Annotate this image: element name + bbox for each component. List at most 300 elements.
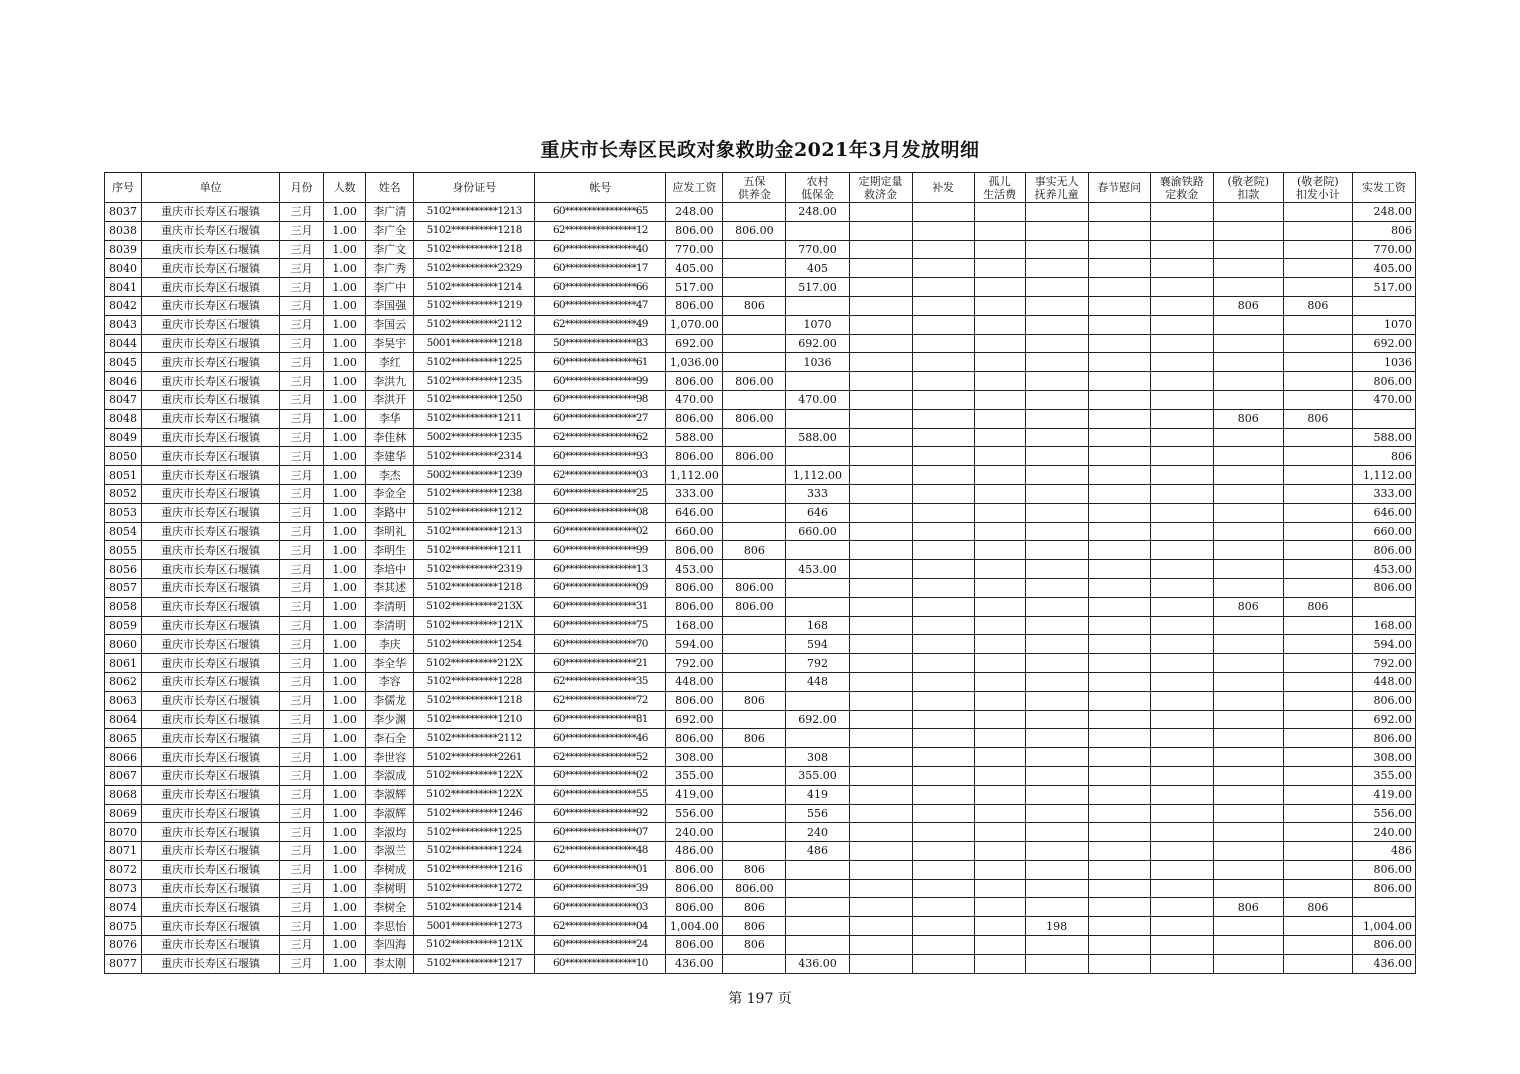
- cell-dibao: 770.00: [786, 240, 849, 259]
- cell-wubao: [723, 522, 786, 541]
- cell-seq: 8070: [105, 823, 142, 842]
- cell-seq: 8053: [105, 503, 142, 522]
- cell-id-number: 5102**********1272: [414, 879, 535, 898]
- cell-nursing-deduction: [1213, 372, 1283, 391]
- cell-spring-festival: [1088, 616, 1150, 635]
- cell-account: 60****************27: [535, 409, 666, 428]
- cell-railway-relief: [1150, 804, 1213, 823]
- cell-nursing-deduction: [1213, 954, 1283, 973]
- cell-unit: 重庆市长寿区石堰镇: [142, 917, 280, 936]
- cell-count: 1.00: [324, 954, 366, 973]
- cell-account: 60****************07: [535, 823, 666, 842]
- cell-spring-festival: [1088, 672, 1150, 691]
- cell-orphan: [974, 466, 1025, 485]
- cell-id-number: 5102**********2319: [414, 560, 535, 579]
- cell-nursing-deduction: [1213, 823, 1283, 842]
- cell-gross-pay: 556.00: [666, 804, 723, 823]
- cell-account: 62****************04: [535, 917, 666, 936]
- table-row: [105, 616, 1416, 635]
- cell-dibao: [786, 541, 849, 560]
- cell-orphan: [974, 447, 1025, 466]
- cell-regular-relief: [849, 748, 912, 767]
- cell-dibao: 333: [786, 484, 849, 503]
- cell-wubao: 806: [723, 729, 786, 748]
- cell-wubao: [723, 334, 786, 353]
- column-header-gross-pay: 应发工资: [666, 173, 723, 203]
- column-header-seq: 序号: [105, 173, 142, 203]
- cell-id-number: 5102**********1218: [414, 691, 535, 710]
- cell-nursing-subtotal: [1283, 203, 1352, 222]
- cell-unattended-child: [1025, 597, 1088, 616]
- column-header-count: 人数: [324, 173, 366, 203]
- cell-nursing-subtotal: [1283, 278, 1352, 297]
- cell-regular-relief: [849, 221, 912, 240]
- cell-seq: 8044: [105, 334, 142, 353]
- cell-dibao: 308: [786, 748, 849, 767]
- cell-seq: 8042: [105, 296, 142, 315]
- cell-regular-relief: [849, 522, 912, 541]
- cell-id-number: 5102**********1217: [414, 954, 535, 973]
- cell-spring-festival: [1088, 372, 1150, 391]
- cell-net-pay: 806: [1352, 447, 1415, 466]
- table-row: [105, 710, 1416, 729]
- cell-name: 李昊宇: [366, 334, 414, 353]
- cell-id-number: 5002**********1235: [414, 428, 535, 447]
- cell-regular-relief: [849, 334, 912, 353]
- table-row: [105, 259, 1416, 278]
- cell-spring-festival: [1088, 578, 1150, 597]
- cell-month: 三月: [280, 203, 324, 222]
- cell-net-pay: 405.00: [1352, 259, 1415, 278]
- cell-wubao: [723, 560, 786, 579]
- cell-name: 李清明: [366, 616, 414, 635]
- table-row: [105, 672, 1416, 691]
- cell-spring-festival: [1088, 804, 1150, 823]
- table-row: [105, 409, 1416, 428]
- table-row: [105, 578, 1416, 597]
- cell-nursing-subtotal: [1283, 390, 1352, 409]
- cell-orphan: [974, 259, 1025, 278]
- cell-name: 李洪九: [366, 372, 414, 391]
- cell-back-pay: [912, 353, 974, 372]
- cell-back-pay: [912, 447, 974, 466]
- cell-regular-relief: [849, 447, 912, 466]
- cell-railway-relief: [1150, 522, 1213, 541]
- cell-wubao: [723, 954, 786, 973]
- cell-unit: 重庆市长寿区石堰镇: [142, 842, 280, 861]
- cell-gross-pay: 806.00: [666, 597, 723, 616]
- cell-spring-festival: [1088, 315, 1150, 334]
- cell-back-pay: [912, 296, 974, 315]
- cell-railway-relief: [1150, 616, 1213, 635]
- cell-id-number: 5002**********1239: [414, 466, 535, 485]
- cell-net-pay: 806.00: [1352, 691, 1415, 710]
- cell-railway-relief: [1150, 823, 1213, 842]
- cell-nursing-deduction: 806: [1213, 296, 1283, 315]
- cell-wubao: [723, 278, 786, 297]
- cell-spring-festival: [1088, 842, 1150, 861]
- cell-account: 60****************24: [535, 936, 666, 955]
- cell-back-pay: [912, 635, 974, 654]
- cell-net-pay: 806: [1352, 221, 1415, 240]
- cell-account: 62****************35: [535, 672, 666, 691]
- cell-nursing-deduction: [1213, 503, 1283, 522]
- cell-wubao: 806: [723, 541, 786, 560]
- cell-net-pay: 806.00: [1352, 860, 1415, 879]
- cell-seq: 8062: [105, 672, 142, 691]
- cell-dibao: [786, 898, 849, 917]
- cell-net-pay: 1070: [1352, 315, 1415, 334]
- cell-gross-pay: 594.00: [666, 635, 723, 654]
- cell-dibao: 486: [786, 842, 849, 861]
- cell-wubao: [723, 315, 786, 334]
- cell-unit: 重庆市长寿区石堰镇: [142, 447, 280, 466]
- cell-count: 1.00: [324, 804, 366, 823]
- cell-wubao: [723, 428, 786, 447]
- cell-dibao: 660.00: [786, 522, 849, 541]
- cell-unattended-child: [1025, 936, 1088, 955]
- cell-account: 60****************02: [535, 522, 666, 541]
- cell-orphan: [974, 691, 1025, 710]
- table-row: [105, 936, 1416, 955]
- cell-back-pay: [912, 541, 974, 560]
- cell-count: 1.00: [324, 240, 366, 259]
- cell-back-pay: [912, 484, 974, 503]
- cell-dibao: [786, 917, 849, 936]
- cell-orphan: [974, 278, 1025, 297]
- cell-nursing-deduction: [1213, 315, 1283, 334]
- cell-nursing-deduction: [1213, 936, 1283, 955]
- cell-gross-pay: 660.00: [666, 522, 723, 541]
- cell-gross-pay: 806.00: [666, 447, 723, 466]
- cell-back-pay: [912, 860, 974, 879]
- cell-dibao: [786, 372, 849, 391]
- cell-count: 1.00: [324, 879, 366, 898]
- cell-dibao: 588.00: [786, 428, 849, 447]
- cell-net-pay: 792.00: [1352, 654, 1415, 673]
- cell-orphan: [974, 503, 1025, 522]
- cell-wubao: [723, 240, 786, 259]
- cell-id-number: 5102**********1228: [414, 672, 535, 691]
- cell-gross-pay: 436.00: [666, 954, 723, 973]
- cell-count: 1.00: [324, 259, 366, 278]
- cell-net-pay: 308.00: [1352, 748, 1415, 767]
- column-header-nursing-deduction: (敬老院) 扣款: [1213, 173, 1283, 203]
- cell-net-pay: [1352, 597, 1415, 616]
- cell-spring-festival: [1088, 334, 1150, 353]
- cell-nursing-deduction: [1213, 522, 1283, 541]
- cell-back-pay: [912, 672, 974, 691]
- cell-spring-festival: [1088, 691, 1150, 710]
- cell-gross-pay: 692.00: [666, 334, 723, 353]
- cell-month: 三月: [280, 447, 324, 466]
- cell-unit: 重庆市长寿区石堰镇: [142, 785, 280, 804]
- cell-nursing-subtotal: [1283, 447, 1352, 466]
- cell-regular-relief: [849, 203, 912, 222]
- cell-net-pay: 486: [1352, 842, 1415, 861]
- cell-spring-festival: [1088, 597, 1150, 616]
- cell-dibao: [786, 597, 849, 616]
- cell-account: 60****************09: [535, 578, 666, 597]
- table-row: [105, 691, 1416, 710]
- cell-nursing-subtotal: [1283, 879, 1352, 898]
- cell-name: 李树明: [366, 879, 414, 898]
- cell-regular-relief: [849, 691, 912, 710]
- cell-orphan: [974, 804, 1025, 823]
- cell-dibao: 436.00: [786, 954, 849, 973]
- cell-wubao: [723, 766, 786, 785]
- cell-id-number: 5102**********122X: [414, 785, 535, 804]
- cell-id-number: 5102**********213X: [414, 597, 535, 616]
- cell-month: 三月: [280, 484, 324, 503]
- cell-orphan: [974, 522, 1025, 541]
- cell-railway-relief: [1150, 428, 1213, 447]
- cell-regular-relief: [849, 560, 912, 579]
- cell-id-number: 5102**********1219: [414, 296, 535, 315]
- cell-orphan: [974, 578, 1025, 597]
- cell-account: 60****************99: [535, 372, 666, 391]
- cell-gross-pay: 470.00: [666, 390, 723, 409]
- cell-orphan: [974, 240, 1025, 259]
- cell-back-pay: [912, 616, 974, 635]
- cell-id-number: 5102**********1213: [414, 203, 535, 222]
- cell-dibao: 419: [786, 785, 849, 804]
- cell-unattended-child: [1025, 879, 1088, 898]
- cell-wubao: [723, 259, 786, 278]
- cell-dibao: 594: [786, 635, 849, 654]
- cell-unit: 重庆市长寿区石堰镇: [142, 748, 280, 767]
- cell-nursing-deduction: [1213, 635, 1283, 654]
- cell-name: 李广清: [366, 203, 414, 222]
- cell-nursing-deduction: [1213, 785, 1283, 804]
- cell-nursing-subtotal: [1283, 766, 1352, 785]
- cell-dibao: 792: [786, 654, 849, 673]
- cell-railway-relief: [1150, 729, 1213, 748]
- cell-orphan: [974, 296, 1025, 315]
- cell-orphan: [974, 954, 1025, 973]
- cell-gross-pay: 692.00: [666, 710, 723, 729]
- cell-regular-relief: [849, 259, 912, 278]
- cell-unit: 重庆市长寿区石堰镇: [142, 428, 280, 447]
- cell-unit: 重庆市长寿区石堰镇: [142, 484, 280, 503]
- cell-unattended-child: [1025, 691, 1088, 710]
- cell-spring-festival: [1088, 259, 1150, 278]
- cell-count: 1.00: [324, 823, 366, 842]
- cell-account: 62****************62: [535, 428, 666, 447]
- cell-unit: 重庆市长寿区石堰镇: [142, 766, 280, 785]
- cell-regular-relief: [849, 240, 912, 259]
- cell-account: 60****************31: [535, 597, 666, 616]
- cell-orphan: [974, 672, 1025, 691]
- cell-seq: 8067: [105, 766, 142, 785]
- cell-nursing-subtotal: [1283, 334, 1352, 353]
- cell-net-pay: 692.00: [1352, 334, 1415, 353]
- cell-account: 60****************21: [535, 654, 666, 673]
- cell-gross-pay: 486.00: [666, 842, 723, 861]
- cell-nursing-deduction: [1213, 390, 1283, 409]
- cell-nursing-subtotal: [1283, 729, 1352, 748]
- cell-seq: 8055: [105, 541, 142, 560]
- cell-nursing-deduction: 806: [1213, 898, 1283, 917]
- cell-nursing-deduction: [1213, 203, 1283, 222]
- cell-month: 三月: [280, 259, 324, 278]
- cell-id-number: 5102**********1235: [414, 372, 535, 391]
- cell-nursing-deduction: 806: [1213, 597, 1283, 616]
- cell-name: 李树全: [366, 898, 414, 917]
- cell-unit: 重庆市长寿区石堰镇: [142, 372, 280, 391]
- cell-account: 60****************40: [535, 240, 666, 259]
- cell-unit: 重庆市长寿区石堰镇: [142, 860, 280, 879]
- cell-unit: 重庆市长寿区石堰镇: [142, 898, 280, 917]
- cell-unattended-child: [1025, 842, 1088, 861]
- cell-railway-relief: [1150, 860, 1213, 879]
- cell-wubao: [723, 842, 786, 861]
- cell-gross-pay: 248.00: [666, 203, 723, 222]
- cell-nursing-subtotal: [1283, 484, 1352, 503]
- cell-railway-relief: [1150, 259, 1213, 278]
- cell-gross-pay: 1,004.00: [666, 917, 723, 936]
- cell-nursing-subtotal: [1283, 372, 1352, 391]
- cell-nursing-subtotal: 806: [1283, 409, 1352, 428]
- cell-month: 三月: [280, 278, 324, 297]
- cell-orphan: [974, 823, 1025, 842]
- cell-month: 三月: [280, 560, 324, 579]
- cell-railway-relief: [1150, 221, 1213, 240]
- cell-account: 60****************66: [535, 278, 666, 297]
- cell-dibao: 1,112.00: [786, 466, 849, 485]
- cell-nursing-deduction: [1213, 578, 1283, 597]
- cell-name: 李淑兰: [366, 842, 414, 861]
- cell-month: 三月: [280, 315, 324, 334]
- cell-wubao: [723, 635, 786, 654]
- cell-dibao: [786, 578, 849, 597]
- cell-spring-festival: [1088, 879, 1150, 898]
- cell-unattended-child: [1025, 447, 1088, 466]
- cell-month: 三月: [280, 372, 324, 391]
- column-header-account: 帐号: [535, 173, 666, 203]
- cell-regular-relief: [849, 541, 912, 560]
- cell-regular-relief: [849, 353, 912, 372]
- cell-orphan: [974, 710, 1025, 729]
- cell-railway-relief: [1150, 578, 1213, 597]
- cell-gross-pay: 1,112.00: [666, 466, 723, 485]
- cell-net-pay: 419.00: [1352, 785, 1415, 804]
- cell-count: 1.00: [324, 334, 366, 353]
- cell-account: 60****************93: [535, 447, 666, 466]
- cell-spring-festival: [1088, 390, 1150, 409]
- cell-month: 三月: [280, 823, 324, 842]
- cell-name: 李淑成: [366, 766, 414, 785]
- column-header-dibao: 农村 低保金: [786, 173, 849, 203]
- cell-name: 李培中: [366, 560, 414, 579]
- cell-nursing-deduction: [1213, 221, 1283, 240]
- cell-unattended-child: [1025, 334, 1088, 353]
- cell-name: 李红: [366, 353, 414, 372]
- cell-unattended-child: [1025, 578, 1088, 597]
- cell-unit: 重庆市长寿区石堰镇: [142, 240, 280, 259]
- cell-net-pay: 806.00: [1352, 936, 1415, 955]
- cell-gross-pay: 588.00: [666, 428, 723, 447]
- cell-count: 1.00: [324, 484, 366, 503]
- cell-month: 三月: [280, 635, 324, 654]
- cell-count: 1.00: [324, 278, 366, 297]
- cell-unattended-child: [1025, 616, 1088, 635]
- cell-month: 三月: [280, 353, 324, 372]
- cell-net-pay: 806.00: [1352, 729, 1415, 748]
- cell-back-pay: [912, 954, 974, 973]
- cell-orphan: [974, 748, 1025, 767]
- cell-dibao: 355.00: [786, 766, 849, 785]
- cell-gross-pay: 806.00: [666, 296, 723, 315]
- cell-id-number: 5102**********1225: [414, 353, 535, 372]
- cell-net-pay: 588.00: [1352, 428, 1415, 447]
- table-row: [105, 390, 1416, 409]
- cell-count: 1.00: [324, 654, 366, 673]
- cell-nursing-deduction: [1213, 804, 1283, 823]
- cell-seq: 8051: [105, 466, 142, 485]
- cell-month: 三月: [280, 691, 324, 710]
- cell-spring-festival: [1088, 203, 1150, 222]
- cell-regular-relief: [849, 616, 912, 635]
- cell-count: 1.00: [324, 672, 366, 691]
- cell-back-pay: [912, 748, 974, 767]
- cell-regular-relief: [849, 654, 912, 673]
- cell-net-pay: 517.00: [1352, 278, 1415, 297]
- cell-back-pay: [912, 842, 974, 861]
- cell-nursing-subtotal: [1283, 691, 1352, 710]
- cell-railway-relief: [1150, 560, 1213, 579]
- cell-wubao: [723, 484, 786, 503]
- cell-net-pay: 355.00: [1352, 766, 1415, 785]
- cell-orphan: [974, 315, 1025, 334]
- cell-nursing-deduction: [1213, 240, 1283, 259]
- cell-nursing-deduction: [1213, 917, 1283, 936]
- cell-unattended-child: [1025, 353, 1088, 372]
- table-row: [105, 278, 1416, 297]
- cell-net-pay: [1352, 898, 1415, 917]
- cell-spring-festival: [1088, 484, 1150, 503]
- cell-regular-relief: [849, 390, 912, 409]
- cell-month: 三月: [280, 879, 324, 898]
- cell-name: 李庆: [366, 635, 414, 654]
- cell-unattended-child: [1025, 823, 1088, 842]
- cell-unit: 重庆市长寿区石堰镇: [142, 278, 280, 297]
- cell-unattended-child: [1025, 372, 1088, 391]
- cell-gross-pay: 333.00: [666, 484, 723, 503]
- cell-regular-relief: [849, 898, 912, 917]
- cell-nursing-subtotal: 806: [1283, 597, 1352, 616]
- cell-unit: 重庆市长寿区石堰镇: [142, 522, 280, 541]
- cell-unattended-child: [1025, 221, 1088, 240]
- cell-back-pay: [912, 823, 974, 842]
- cell-railway-relief: [1150, 353, 1213, 372]
- cell-month: 三月: [280, 240, 324, 259]
- cell-unattended-child: [1025, 203, 1088, 222]
- cell-account: 60****************47: [535, 296, 666, 315]
- cell-spring-festival: [1088, 522, 1150, 541]
- cell-orphan: [974, 353, 1025, 372]
- cell-unattended-child: [1025, 748, 1088, 767]
- cell-nursing-deduction: [1213, 353, 1283, 372]
- cell-railway-relief: [1150, 842, 1213, 861]
- cell-count: 1.00: [324, 522, 366, 541]
- table-row: [105, 315, 1416, 334]
- cell-month: 三月: [280, 616, 324, 635]
- cell-seq: 8077: [105, 954, 142, 973]
- cell-gross-pay: 806.00: [666, 860, 723, 879]
- cell-account: 62****************52: [535, 748, 666, 767]
- cell-orphan: [974, 428, 1025, 447]
